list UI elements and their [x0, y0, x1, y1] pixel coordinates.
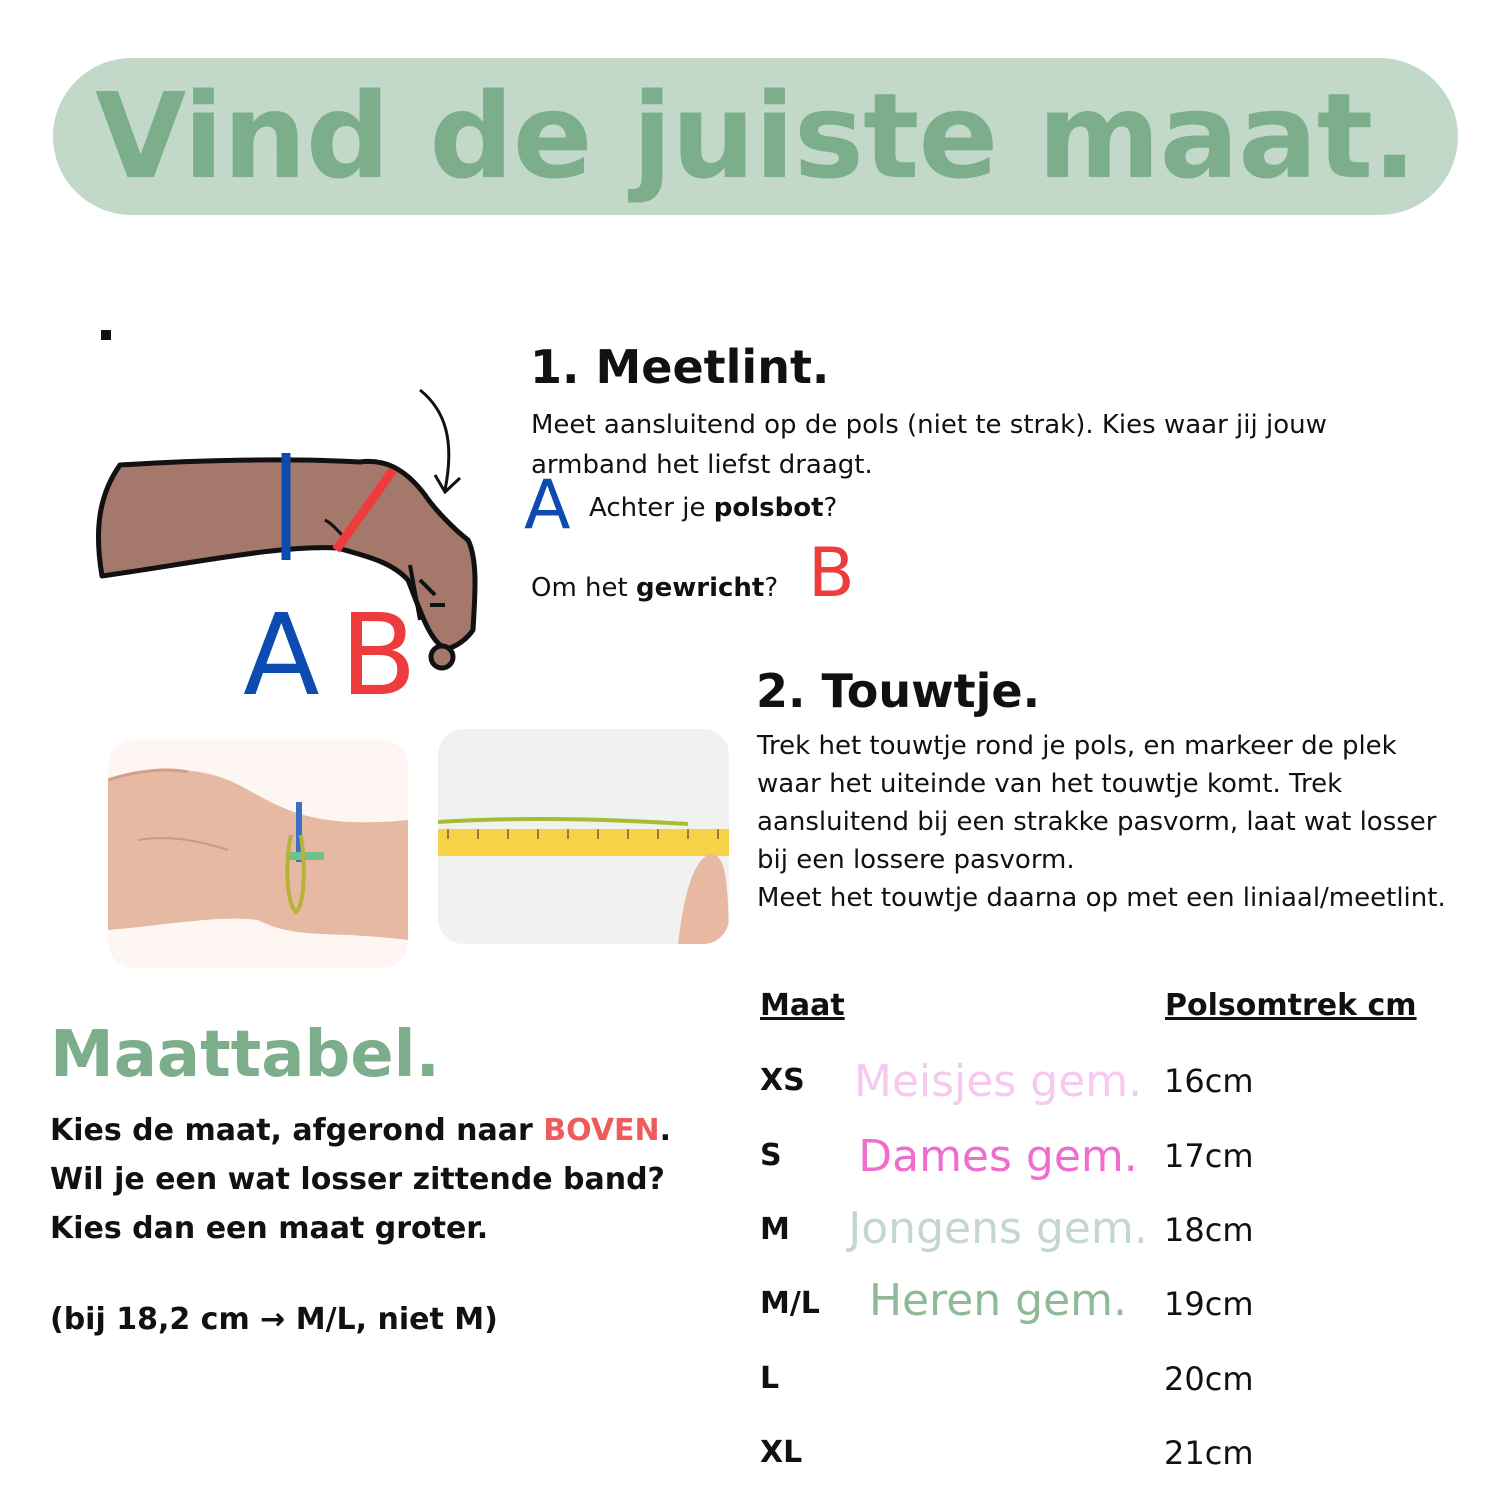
avg-jongens: Jongens gem. — [848, 1203, 1148, 1254]
size-example: (bij 18,2 cm → M/L, niet M) — [50, 1302, 498, 1337]
size-guide-title: Maattabel. — [50, 1018, 440, 1092]
option-a-text: Achter je polsbot? — [589, 493, 838, 523]
avg-dames: Dames gem. — [858, 1131, 1138, 1182]
step2-description — [757, 727, 1457, 917]
step2-line2: Meet het touwtje daarna op met een liniaal/meetlint. — [757, 883, 1446, 913]
instruction-line1: Kies de maat, afgerond naar BOVEN. — [50, 1113, 672, 1148]
option-b-letter: B — [808, 534, 855, 613]
step1-description: Meet aansluitend op de pols (niet te strak). Kies waar jij jouw armband het liefst draagt. — [531, 410, 1327, 480]
cm-ml: 19cm — [1164, 1285, 1254, 1323]
step2-heading: 2. Touwtje. — [756, 664, 1041, 718]
col-header-wrist: Polsomtrek cm — [1165, 988, 1417, 1023]
size-ml: M/L — [760, 1286, 820, 1321]
marker-a-label: A — [243, 591, 320, 721]
avg-heren: Heren gem. — [868, 1275, 1128, 1326]
cm-xs: 16cm — [1164, 1062, 1254, 1100]
step2-line1: Trek het touwtje rond je pols, en markeer de plek waar het uiteinde van het touwtje komt. Trek aansluitend bij een strakke pasvorm, laat wat losser bij een lossere pasvorm. — [757, 731, 1437, 875]
size-m: M — [760, 1212, 790, 1247]
wrist-string-photo — [108, 740, 408, 968]
highlight-boven: BOVEN — [543, 1113, 660, 1148]
option-b-text: Om het gewricht? — [531, 573, 779, 603]
marker-b-label: B — [340, 591, 417, 721]
page-title: Vind de juiste maat. — [95, 67, 1416, 205]
instruction-line2: Wil je een wat losser zittende band? — [50, 1162, 665, 1197]
instruction-line3: Kies dan een maat groter. — [50, 1211, 489, 1246]
avg-meisjes: Meisjes gem. — [853, 1056, 1143, 1107]
size-xs: XS — [760, 1063, 805, 1098]
size-xl: XL — [760, 1435, 803, 1470]
cm-s: 17cm — [1164, 1137, 1254, 1175]
bullet-dot — [101, 330, 111, 340]
size-s: S — [760, 1138, 782, 1173]
size-guide-instructions — [50, 1106, 730, 1253]
option-a-letter: A — [524, 466, 571, 545]
cm-m: 18cm — [1164, 1211, 1254, 1249]
size-l: L — [760, 1361, 780, 1396]
cm-xl: 21cm — [1164, 1434, 1254, 1472]
string-ruler-photo — [438, 729, 729, 944]
step1-heading: 1. Meetlint. — [530, 340, 830, 394]
col-header-size: Maat — [760, 988, 845, 1023]
cm-l: 20cm — [1164, 1360, 1254, 1398]
